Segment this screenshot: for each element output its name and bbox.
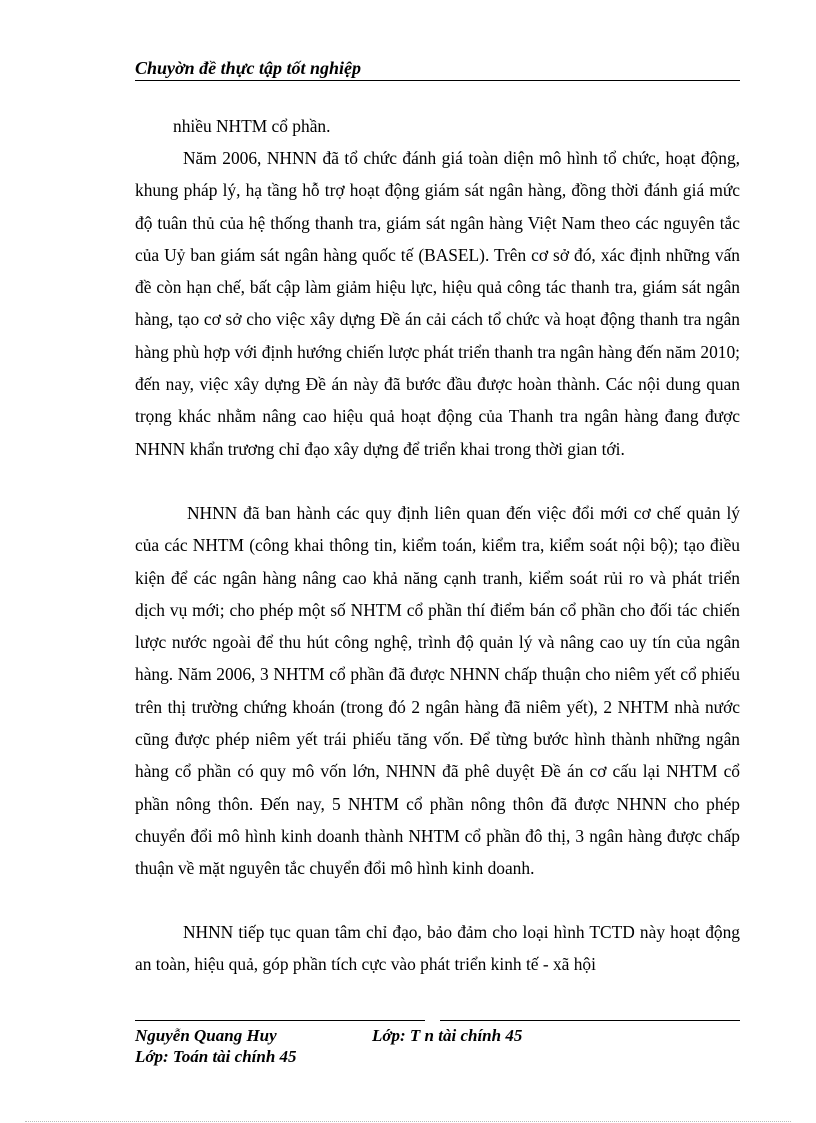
footer-class-right: Lớp: T n tài chính 45 (372, 1026, 523, 1045)
footer-author: Nguyễn Quang Huy (135, 1026, 277, 1045)
header-divider (135, 80, 740, 81)
footer-divider-left (135, 1020, 425, 1021)
paragraph-4: NHNN tiếp tục quan tâm chỉ đạo, bảo đảm cho loại hình TCTD này hoạt động an toàn, hiệu quả, góp phần tích cực vào phát triển kinh tế - xã hội (135, 922, 740, 975)
page-bottom-border (25, 1121, 791, 1122)
paragraph-2: Năm 2006, NHNN đã tổ chức đánh giá toàn diện mô hình tổ chức, hoạt động, khung pháp lý, hạ tầng hỗ trợ hoạt động giám sát ngân hàng, đồng thời đánh giá mức độ tuân thủ của hệ thống thanh tra, giám sát ngân hàng Việt Nam theo các nguyên tắc của Uỷ ban giám sát ngân hàng quốc tế (BASEL). Trên cơ sở đó, xác định những vấn đề còn hạn chế, bất cập làm giảm hiệu lực, hiệu quả công tác thanh tra, giám sát ngân hàng, tạo cơ sở cho việc xây dựng Đề án cải cách tổ chức và hoạt động thanh tra ngân hàng phù hợp với định hướng chiến lược phát triển thanh tra ngân hàng đến năm 2010; đến nay, việc xây dựng Đề án này đã bước đầu được hoàn thành. Các nội dung quan trọng khác nhằm nâng cao hiệu quả hoạt động của Thanh tra ngân hàng đang được NHNN khẩn trương chỉ đạo xây dựng để triển khai trong thời gian tới. (135, 148, 740, 459)
footer-class-left: Lớp: Toán tài chính 45 (135, 1047, 297, 1066)
footer-divider-right (440, 1020, 740, 1021)
paragraph-3: NHNN đã ban hành các quy định liên quan đến việc đổi mới cơ chế quản lý của các NHTM (công khai thông tin, kiểm toán, kiểm tra, kiểm soát nội bộ); tạo điều kiện để các ngân hàng nâng cao khả năng cạnh tranh, kiểm soát rủi ro và phát triển dịch vụ mới; cho phép một số NHTM cổ phần thí điểm bán cổ phần cho đối tác chiến lược nước ngoài để thu hút công nghệ, trình độ quản lý và nâng cao uy tín của ngân hàng. Năm 2006, 3 NHTM cổ phần đã được NHNN chấp thuận cho niêm yết cổ phiếu trên thị trường chứng khoán (trong đó 2 ngân hàng đã niêm yết), 2 NHTM nhà nước cũng được phép niêm yết trái phiếu tăng vốn. Để từng bước hình thành những ngân hàng cổ phần có quy mô vốn lớn, NHNN đã phê duyệt Đề án cơ cấu lại NHTM cổ phần nông thôn. Đến nay, 5 NHTM cổ phần nông thôn đã được NHNN cho phép chuyển đổi mô hình kinh doanh thành NHTM cổ phần đô thị, 3 ngân hàng được chấp thuận về mặt nguyên tắc chuyển đổi mô hình kinh doanh. (135, 503, 740, 879)
paragraph-1: nhiều NHTM cổ phần. (173, 116, 331, 136)
page-header-title: Chuyờn đề thực tập tốt nghiệp (135, 58, 361, 78)
